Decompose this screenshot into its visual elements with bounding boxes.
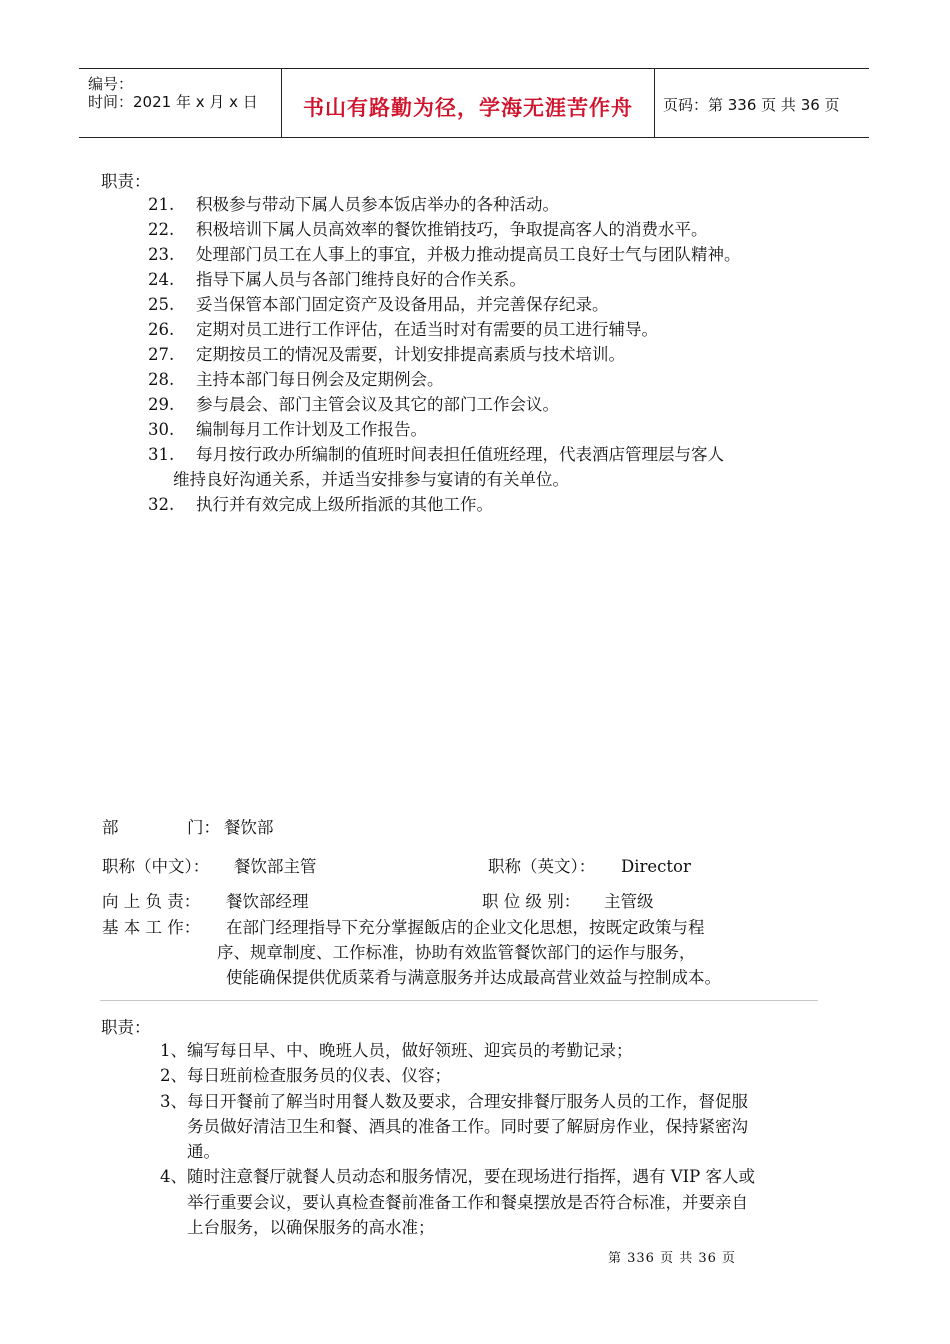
list-item	[148, 320, 658, 340]
duty-line: 通。	[187, 1142, 220, 1161]
date-label: 时间：2021 年 x 月 x 日	[88, 93, 258, 111]
serial-label: 编号：	[88, 75, 134, 93]
item-text: 主持本部门每日例会及定期例会。	[196, 370, 444, 389]
list-item	[173, 470, 569, 490]
item-number: 32.	[148, 495, 175, 514]
item-number: 31.	[148, 445, 175, 464]
item-number: 21.	[148, 195, 175, 214]
list-item	[148, 295, 609, 315]
basic-line-1: 在部门经理指导下充分掌握飯店的企业文化思想，按既定政策与程	[226, 918, 705, 937]
duty-line: 上台服务，以确保服务的高水准；	[187, 1218, 435, 1237]
item-text: 定期对员工进行工作评估，在适当时对有需要的员工进行辅导。	[196, 320, 658, 339]
item-text: 执行并有效完成上级所指派的其他工作。	[196, 495, 493, 514]
duty-line: 1、编写每日早、中、晚班人员，做好领班、迎宾员的考勤记录；	[160, 1041, 633, 1060]
basic-line-3: 使能确保提供优质菜肴与满意服务并达成最高营业效益与控制成本。	[226, 968, 721, 987]
level-value: 主管级	[604, 892, 654, 911]
basic-line-2: 序、规章制度、工作标准，协助有效监管餐饮部门的运作与服务，	[217, 943, 696, 962]
item-text: 妥当保管本部门固定资产及设备用品，并完善保存纪录。	[196, 295, 609, 314]
motto: 书山有路勤为径，学海无涯苦作舟	[303, 96, 633, 120]
list-item	[148, 345, 625, 365]
duty-line: 举行重要会议，要认真检查餐前准备工作和餐桌摆放是否符合标准，并要亲自	[187, 1193, 748, 1212]
page-header	[79, 68, 869, 138]
report-label: 向 上 负 责：	[102, 892, 201, 911]
page-footer: 第 336 页 共 36 页	[608, 1251, 737, 1266]
item-number: 23.	[148, 245, 175, 264]
list-item	[148, 445, 724, 465]
item-number: 29.	[148, 395, 175, 414]
title-cn-value: 餐饮部主管	[234, 857, 317, 876]
item-number: 26.	[148, 320, 175, 339]
item-number: 28.	[148, 370, 175, 389]
divider	[100, 1000, 818, 1001]
item-text: 参与晨会、部门主管会议及其它的部门工作会议。	[196, 395, 559, 414]
item-number: 30.	[148, 420, 175, 439]
section1-title: 职责：	[101, 172, 151, 191]
item-text: 定期按员工的情况及需要，计划安排提高素质与技术培训。	[196, 345, 625, 364]
page-info: 页码：第 336 页 共 36 页	[663, 96, 840, 114]
basic-label: 基 本 工 作：	[102, 918, 201, 937]
item-number: 27.	[148, 345, 175, 364]
list-item	[148, 220, 708, 240]
duty-line: 3、每日开餐前了解当时用餐人数及要求，合理安排餐厅服务人员的工作，督促服	[160, 1092, 748, 1111]
list-item	[148, 370, 444, 390]
title-cn-label: 职称（中文）：	[102, 857, 210, 876]
list-item	[148, 395, 559, 415]
header-motto-cell	[282, 69, 655, 137]
header-meta-cell	[79, 69, 282, 137]
item-text: 维持良好沟通关系，并适当安排参与宴请的有关单位。	[173, 470, 569, 489]
item-number: 24.	[148, 270, 175, 289]
list-item	[148, 420, 427, 440]
duty-line: 2、每日班前检查服务员的仪表、仪容；	[160, 1066, 451, 1085]
dept-label-suffix: 门：	[187, 818, 220, 837]
item-text: 每月按行政办所编制的值班时间表担任值班经理，代表酒店管理层与客人	[196, 445, 724, 464]
title-en-label: 职称（英文）：	[488, 857, 596, 876]
duty-line: 务员做好清洁卫生和餐、酒具的准备工作。同时要了解厨房作业，保持紧密沟	[187, 1117, 748, 1136]
item-number: 22.	[148, 220, 175, 239]
report-value: 餐饮部经理	[226, 892, 309, 911]
item-text: 积极培训下属人员高效率的餐饮推销技巧，争取提高客人的消费水平。	[196, 220, 708, 239]
duty-line: 4、随时注意餐厅就餐人员动态和服务情况，要在现场进行指挥，遇有 VIP 客人或	[160, 1167, 756, 1186]
section2-title: 职责：	[101, 1018, 151, 1037]
list-item	[148, 270, 526, 290]
item-number: 25.	[148, 295, 175, 314]
list-item	[148, 495, 493, 515]
list-item	[148, 195, 559, 215]
level-label: 职 位 级 别：	[482, 892, 581, 911]
title-en-value: Director	[621, 857, 691, 876]
list-item	[148, 245, 741, 265]
item-text: 编制每月工作计划及工作报告。	[196, 420, 427, 439]
dept-label: 部	[102, 818, 119, 837]
item-text: 指导下属人员与各部门维持良好的合作关系。	[196, 270, 526, 289]
dept-value: 餐饮部	[224, 818, 274, 837]
item-text: 积极参与带动下属人员参本饭店举办的各种活动。	[196, 195, 559, 214]
header-page-cell	[655, 69, 869, 137]
item-text: 处理部门员工在人事上的事宜，并极力推动提高员工良好士气与团队精神。	[196, 245, 741, 264]
